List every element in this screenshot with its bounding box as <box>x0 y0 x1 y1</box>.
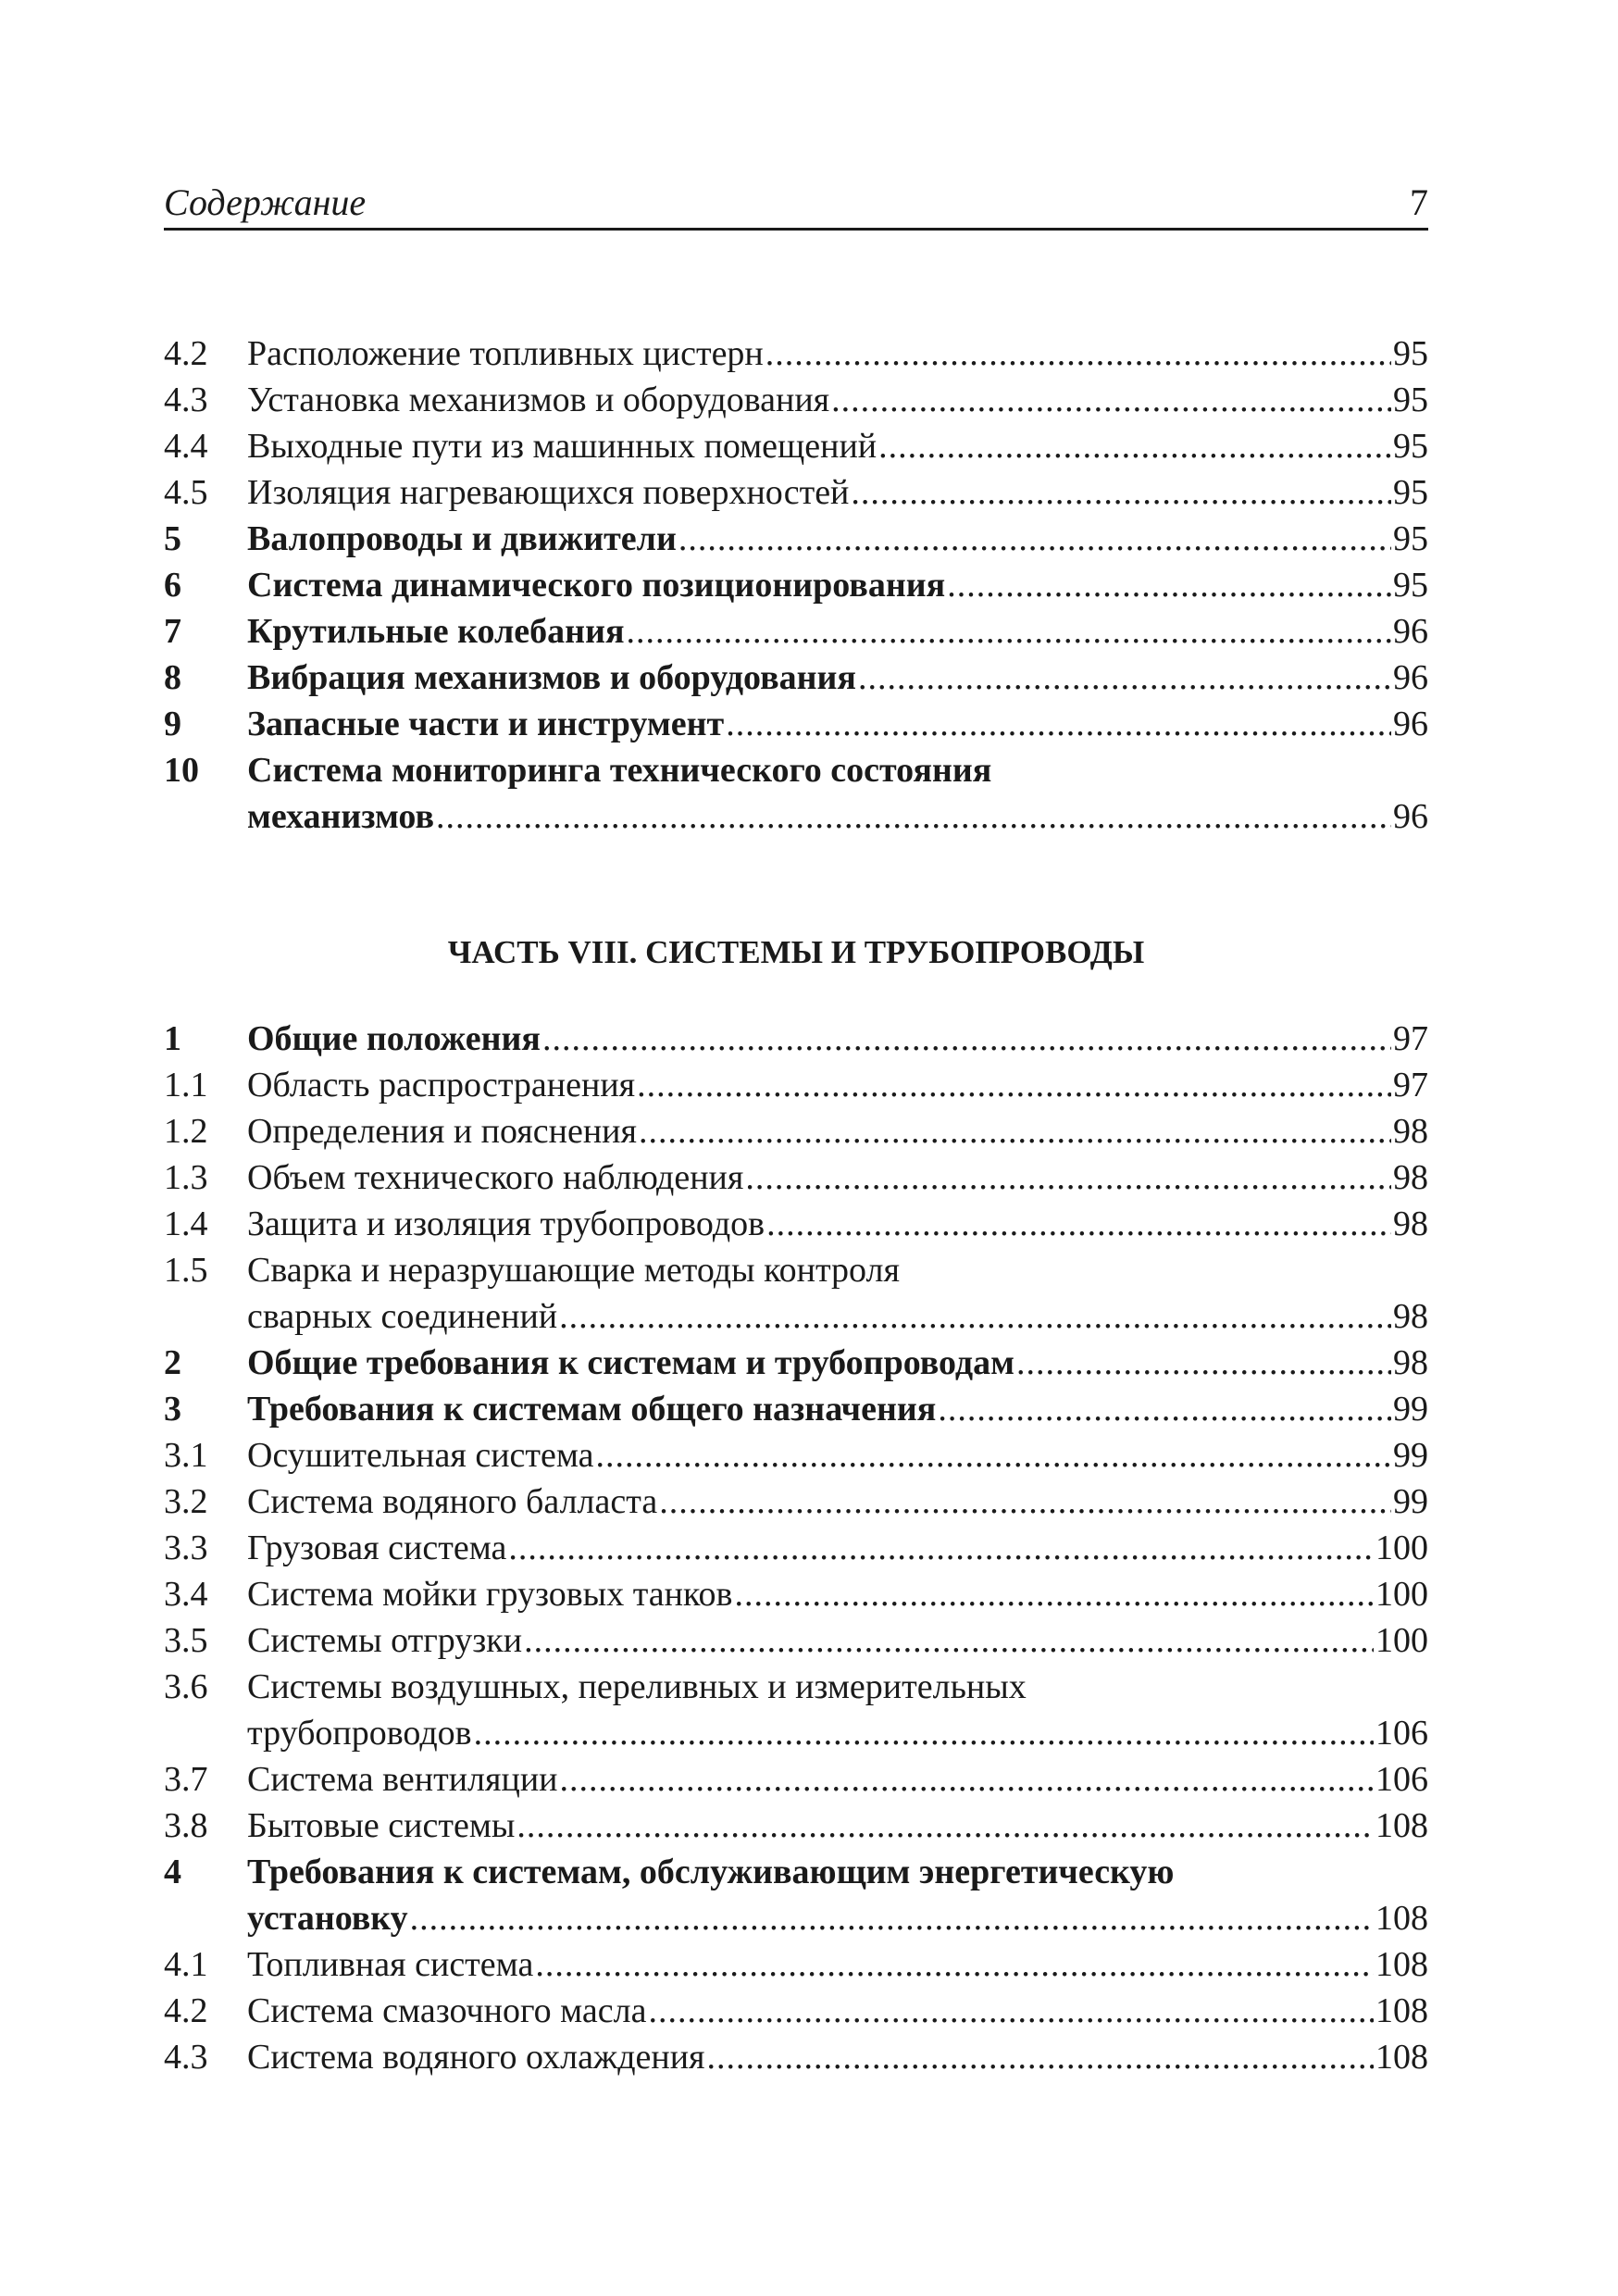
toc-entry-title: Запасные части и инструмент <box>247 705 725 743</box>
toc-entry-page: 108 <box>1375 1899 1428 1938</box>
toc-entry-page: 97 <box>1393 1066 1428 1104</box>
toc-entry-number: 4.3 <box>164 381 208 419</box>
toc-entry-line <box>164 1293 1428 1340</box>
dot-leader <box>678 516 1391 562</box>
toc-entry-line <box>164 1756 1428 1803</box>
toc-entry-title: трубопроводов <box>247 1714 472 1753</box>
toc-entry-page: 100 <box>1375 1621 1428 1660</box>
dot-leader <box>517 1803 1374 1849</box>
dot-leader <box>878 423 1391 469</box>
toc-entry-page: 96 <box>1393 658 1428 697</box>
dot-leader <box>410 1895 1374 1941</box>
toc-entry-title: механизмов <box>247 797 434 836</box>
toc-entry-page: 108 <box>1375 1806 1428 1845</box>
dot-leader <box>947 562 1391 608</box>
toc-entry-number: 3.6 <box>164 1667 208 1706</box>
dot-leader <box>745 1154 1391 1201</box>
dot-leader <box>627 608 1391 655</box>
toc-entry-line <box>164 747 1428 793</box>
toc-entry-number: 7 <box>164 612 181 651</box>
toc-entry-line <box>164 1988 1428 2034</box>
toc-entry-title: Выходные пути из машинных помещений <box>247 427 877 466</box>
toc-entry-number: 3.5 <box>164 1621 208 1660</box>
toc-entry-number: 9 <box>164 705 181 743</box>
toc-entry-number: 3.2 <box>164 1482 208 1521</box>
dot-leader <box>938 1386 1391 1432</box>
toc-entry-number: 4.1 <box>164 1945 208 1984</box>
toc-entry-line <box>164 608 1428 655</box>
dot-leader <box>1016 1340 1391 1386</box>
dot-leader <box>831 377 1391 423</box>
toc-entry-title: Бытовые системы <box>247 1806 516 1845</box>
toc-entry-number: 3.8 <box>164 1806 208 1845</box>
toc-entry-title: Объем технического наблюдения <box>247 1158 744 1197</box>
toc-entry-line <box>164 1386 1428 1432</box>
toc-entry-line <box>164 1571 1428 1617</box>
toc-entry-line <box>164 1803 1428 1849</box>
toc-entry-title: Топливная система <box>247 1945 534 1984</box>
dot-leader <box>524 1617 1374 1664</box>
toc-entry-line <box>164 793 1428 840</box>
toc-entry-number: 2 <box>164 1343 181 1382</box>
toc-entry-page: 95 <box>1393 427 1428 466</box>
dot-leader <box>851 469 1391 516</box>
dot-leader <box>637 1062 1391 1108</box>
toc-entry-title: сварных соединений <box>247 1297 558 1336</box>
toc-entry-number: 4.2 <box>164 334 208 373</box>
toc-entry-line <box>164 516 1428 562</box>
toc-entry-number: 1.2 <box>164 1112 208 1151</box>
toc-entry-page: 96 <box>1393 705 1428 743</box>
toc-entry-page: 95 <box>1393 473 1428 512</box>
toc-entry-title: Защита и изоляция трубопроводов <box>247 1204 765 1243</box>
toc-entry-page: 98 <box>1393 1158 1428 1197</box>
toc-entry-number: 1.4 <box>164 1204 208 1243</box>
toc-entry-line <box>164 1849 1428 1895</box>
toc-entry-title: Изоляция нагревающихся поверхностей <box>247 473 850 512</box>
toc-entry-title: Общие положения <box>247 1019 541 1058</box>
dot-leader <box>474 1710 1374 1756</box>
toc-entry-line <box>164 1710 1428 1756</box>
toc-entry-number: 10 <box>164 751 199 790</box>
toc-entry-title: Установка механизмов и оборудования <box>247 381 830 419</box>
toc-entry-line <box>164 1479 1428 1525</box>
toc-entry-title: Вибрация механизмов и оборудования <box>247 658 856 697</box>
toc-entry-number: 6 <box>164 566 181 605</box>
toc-entry-page: 98 <box>1393 1204 1428 1243</box>
toc-entry-line <box>164 2034 1428 2080</box>
toc-entry-line <box>164 701 1428 747</box>
toc-entry-number: 1.5 <box>164 1251 208 1290</box>
toc-entry-line <box>164 377 1428 423</box>
toc-entry-title: Область распространения <box>247 1066 636 1104</box>
toc-entry-line <box>164 1247 1428 1293</box>
toc-entry-title: Система смазочного масла <box>247 1991 647 2030</box>
toc-entry-title: Определения и пояснения <box>247 1112 637 1151</box>
header-section-title: Содержание <box>164 181 367 223</box>
toc-entry-line <box>164 1062 1428 1108</box>
toc-entry-title: Валопроводы и движители <box>247 519 677 558</box>
dot-leader <box>648 1988 1374 2034</box>
toc-entry-title: Сварка и неразрушающие методы контроля <box>247 1251 900 1290</box>
toc-entry-page: 96 <box>1393 612 1428 651</box>
toc-entry-line <box>164 1201 1428 1247</box>
dot-leader <box>765 331 1391 377</box>
toc-entry-line <box>164 562 1428 608</box>
toc-entry-page: 106 <box>1375 1760 1428 1799</box>
toc-entry-page: 95 <box>1393 381 1428 419</box>
toc-entry-title: Грузовая система <box>247 1529 507 1567</box>
toc-entry-line <box>164 1432 1428 1479</box>
toc-entry-title: Система мониторинга технического состояния <box>247 751 992 790</box>
dot-leader <box>858 655 1391 701</box>
part-title: ЧАСТЬ VIII. СИСТЕМЫ И ТРУБОПРОВОДЫ <box>447 934 1145 970</box>
toc-entry-title: Осушительная система <box>247 1436 594 1475</box>
dot-leader <box>542 1016 1391 1062</box>
dot-leader <box>436 793 1391 840</box>
toc-entry-page: 98 <box>1393 1112 1428 1151</box>
toc-entry-page: 98 <box>1393 1343 1428 1382</box>
toc-entry-line <box>164 423 1428 469</box>
toc-entry-number: 1 <box>164 1019 181 1058</box>
toc-entry-number: 5 <box>164 519 181 558</box>
dot-leader <box>559 1293 1391 1340</box>
toc-entry-page: 100 <box>1375 1575 1428 1614</box>
toc-entry-number: 4.3 <box>164 2038 208 2077</box>
toc-entry-page: 95 <box>1393 566 1428 605</box>
toc-entry-number: 3.1 <box>164 1436 208 1475</box>
toc-entry-line <box>164 469 1428 516</box>
toc-entry-number: 8 <box>164 658 181 697</box>
toc-entry-title: Расположение топливных цистерн <box>247 334 764 373</box>
toc-entry-title: Система мойки грузовых танков <box>247 1575 733 1614</box>
toc-entry-number: 3.3 <box>164 1529 208 1567</box>
toc-entry-page: 100 <box>1375 1529 1428 1567</box>
toc-entry-page: 99 <box>1393 1482 1428 1521</box>
toc-entry-page: 95 <box>1393 519 1428 558</box>
toc-entry-page: 108 <box>1375 1991 1428 2030</box>
toc-entry-line <box>164 1895 1428 1941</box>
toc-entry-title: Крутильные колебания <box>247 612 625 651</box>
toc-entry-title: Система водяного охлаждения <box>247 2038 705 2077</box>
toc-entry-line <box>164 1941 1428 1988</box>
toc-entry-page: 98 <box>1393 1297 1428 1336</box>
toc-entry-line <box>164 655 1428 701</box>
toc-entry-number: 4.2 <box>164 1991 208 2030</box>
toc-entry-number: 3.4 <box>164 1575 208 1614</box>
header-page-number: 7 <box>1410 181 1428 223</box>
dot-leader <box>639 1108 1391 1154</box>
toc-entry-line <box>164 1664 1428 1710</box>
dot-leader <box>535 1941 1374 1988</box>
toc-block-part-viii <box>164 1016 1428 2080</box>
dot-leader <box>726 701 1391 747</box>
toc-entry-line <box>164 1525 1428 1571</box>
toc-entry-title: Система вентиляции <box>247 1760 558 1799</box>
toc-entry-page: 99 <box>1393 1390 1428 1429</box>
toc-entry-number: 4.4 <box>164 427 208 466</box>
toc-entry-page: 97 <box>1393 1019 1428 1058</box>
toc-entry-number: 1.1 <box>164 1066 208 1104</box>
dot-leader <box>560 1756 1375 1803</box>
toc-entry-page: 99 <box>1393 1436 1428 1475</box>
toc-entry-number: 3 <box>164 1390 181 1429</box>
toc-entry-title: Система динамического позиционирования <box>247 566 946 605</box>
toc-entry-line <box>164 1108 1428 1154</box>
toc-entry-title: Требования к системам, обслуживающим энергетическую <box>247 1853 1175 1891</box>
toc-entry-line <box>164 1154 1428 1201</box>
dot-leader <box>659 1479 1391 1525</box>
toc-entry-page: 95 <box>1393 334 1428 373</box>
dot-leader <box>734 1571 1374 1617</box>
dot-leader <box>508 1525 1374 1571</box>
toc-entry-number: 1.3 <box>164 1158 208 1197</box>
toc-entry-title: Общие требования к системам и трубопроводам <box>247 1343 1015 1382</box>
dot-leader <box>596 1432 1391 1479</box>
toc-entry-number: 4 <box>164 1853 181 1891</box>
toc-entry-page: 108 <box>1375 1945 1428 1984</box>
toc-entry-number: 3.7 <box>164 1760 208 1799</box>
dot-leader <box>707 2034 1374 2080</box>
toc-entry-page: 106 <box>1375 1714 1428 1753</box>
toc-entry-page: 108 <box>1375 2038 1428 2077</box>
toc-entry-line <box>164 1340 1428 1386</box>
toc-entry-line <box>164 1016 1428 1062</box>
running-header <box>164 181 1428 231</box>
toc-entry-line <box>164 331 1428 377</box>
toc-entry-line <box>164 1617 1428 1664</box>
toc-entry-number: 4.5 <box>164 473 208 512</box>
toc-entry-title: установку <box>247 1899 408 1938</box>
toc-entry-page: 96 <box>1393 797 1428 836</box>
toc-entry-title: Требования к системам общего назначения <box>247 1390 937 1429</box>
toc-entry-title: Системы воздушных, переливных и измерительных <box>247 1667 1027 1706</box>
toc-entry-title: Системы отгрузки <box>247 1621 523 1660</box>
dot-leader <box>766 1201 1391 1247</box>
toc-block-part-vii <box>164 331 1428 840</box>
toc-entry-title: Система водяного балласта <box>247 1482 658 1521</box>
